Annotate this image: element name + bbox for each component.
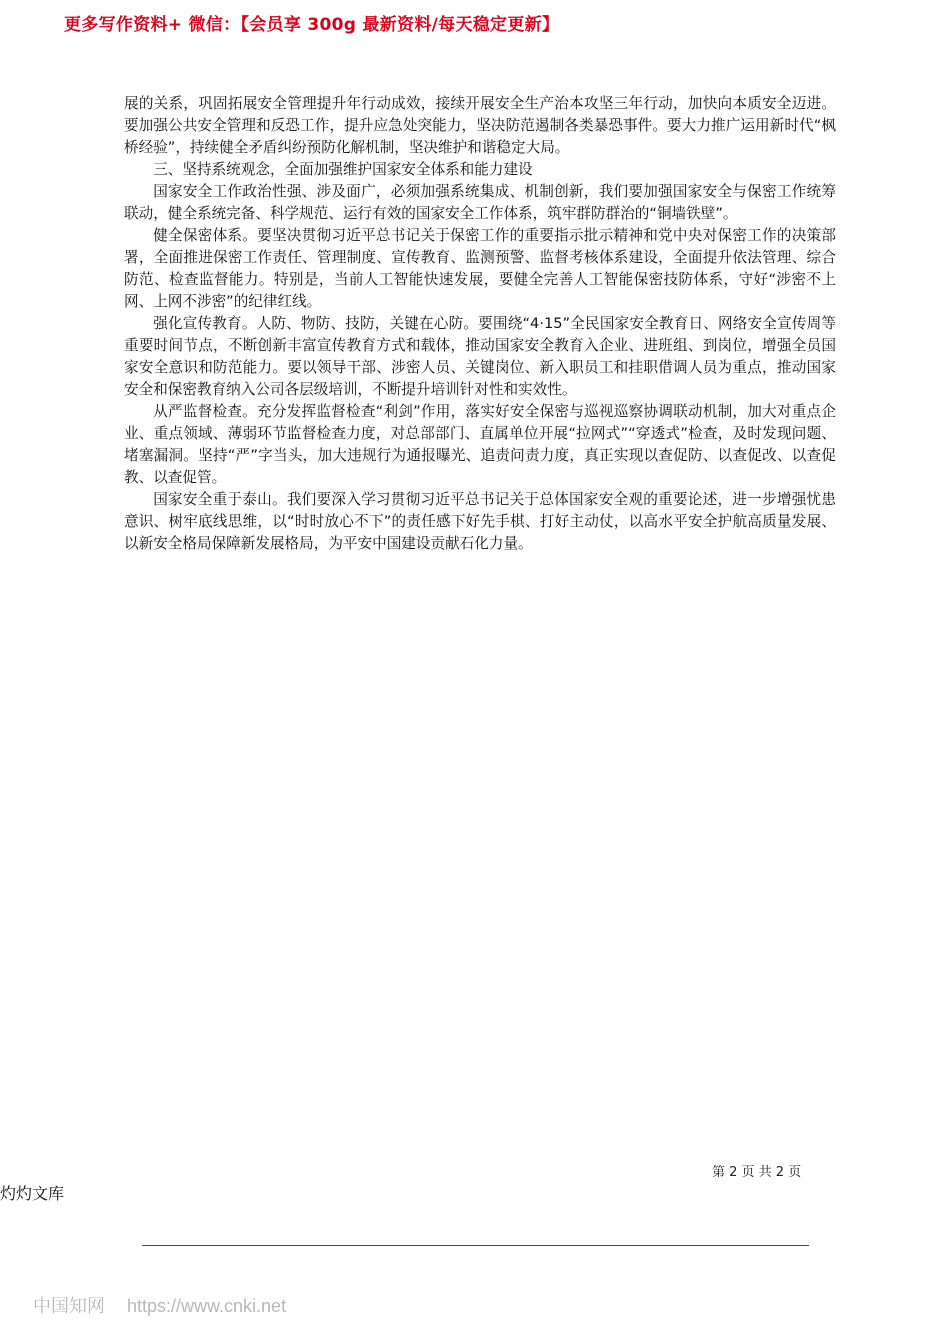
paragraph: 展的关系，巩固拓展安全管理提升年行动成效，接续开展安全生产治本攻坚三年行动，加快向本质安全迈进。要加强公共安全管理和反恐工作，提升应急处突能力，坚决防范遏制各类暴恐事件。要大力推广运用新时代“枫桥经验”，持续健全矛盾纠纷预防化解机制，坚决维护和谐稳定大局。 (124, 95, 836, 156)
section-heading: 三、坚持系统观念，全面加强维护国家安全体系和能力建设 (153, 161, 533, 178)
paragraph: 从严监督检查。充分发挥监督检查“利剑”作用，落实好安全保密与巡视巡察协调联动机制，加大对重点企业、重点领域、薄弱环节监督检查力度，对总部部门、直属单位开展“拉网式”“穿透式”检查，及时发现问题、堵塞漏洞。坚持“严”字当头，加大违规行为通报曝光、追责问责力度，真正实现以查促防、以查促改、以查促教、以查促管。 (124, 403, 836, 486)
cnki-watermark (33, 1293, 286, 1319)
paragraph: 强化宣传教育。人防、物防、技防，关键在心防。要围绕“4·15”全民国家安全教育日、网络安全宣传周等重要时间节点，不断创新丰富宣传教育方式和载体，推动国家安全教育入企业、进班组、到岗位，增强全员国家安全意识和防范能力。要以领导干部、涉密人员、关键岗位、新入职员工和挂职借调人员为重点，推动国家安全和保密教育纳入公司各层级培训，不断提升培训针对性和实效性。 (124, 315, 836, 398)
library-name: 灼灼文库 (0, 1184, 65, 1203)
header-banner: 更多写作资料+ 微信：【会员享 300g 最新资料/每天稳定更新】 (64, 15, 560, 35)
paragraph: 国家安全工作政治性强、涉及面广，必须加强系统集成、机制创新，我们要加强国家安全与保密工作统筹联动，健全系统完备、科学规范、运行有效的国家安全工作体系，筑牢群防群治的“铜墙铁壁”。 (124, 183, 836, 222)
watermark-site-name: 中国知网 (33, 1296, 105, 1316)
page-number: 第 2 页 共 2 页 (712, 1165, 802, 1180)
document-body (124, 93, 836, 555)
watermark-url: https://www.cnki.net (127, 1296, 287, 1316)
footer-divider (142, 1245, 809, 1246)
paragraph: 国家安全重于泰山。我们要深入学习贯彻习近平总书记关于总体国家安全观的重要论述，进一步增强忧患意识、树牢底线思维，以“时时放心不下”的责任感下好先手棋、打好主动仗，以高水平安全护航高质量发展、以新安全格局保障新发展格局，为平安中国建设贡献石化力量。 (124, 491, 836, 552)
paragraph: 健全保密体系。要坚决贯彻习近平总书记关于保密工作的重要指示批示精神和党中央对保密工作的决策部署，全面推进保密工作责任、管理制度、宣传教育、监测预警、监督考核体系建设，全面提升依法管理、综合防范、检查监督能力。特别是，当前人工智能快速发展，要健全完善人工智能保密技防体系，守好“涉密不上网、上网不涉密”的纪律红线。 (124, 227, 836, 310)
